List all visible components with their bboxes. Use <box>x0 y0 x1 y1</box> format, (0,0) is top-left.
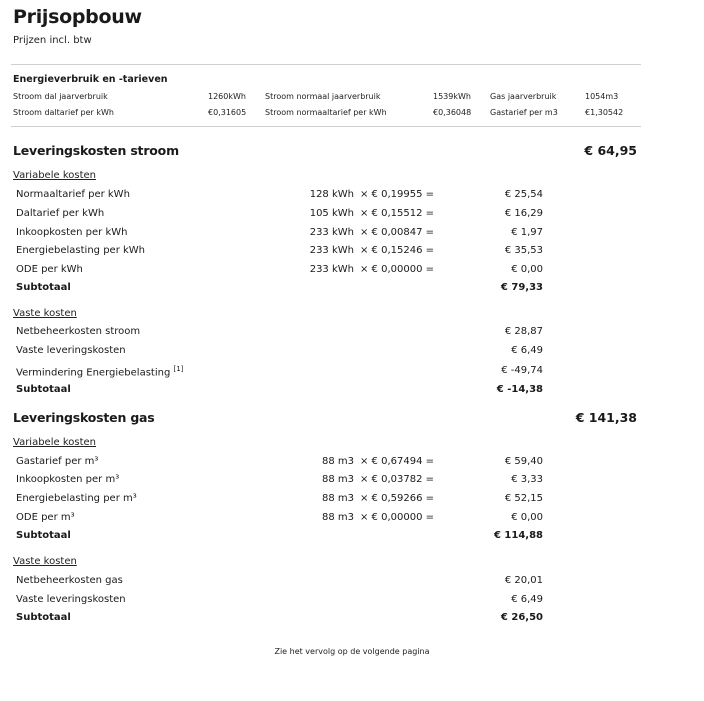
divider <box>11 64 641 65</box>
subtotal-label: Subtotaal <box>16 612 71 623</box>
cost-amount: € 16,29 <box>504 208 543 219</box>
usage-value: €0,31605 <box>208 108 247 117</box>
cost-label: Normaaltarief per kWh <box>16 189 130 200</box>
cost-label: Netbeheerkosten stroom <box>16 326 141 337</box>
gas-section-title: Leveringskosten gas <box>13 410 155 425</box>
cost-label: Vaste leveringskosten <box>16 594 126 605</box>
cost-label: Energiebelasting per m³ <box>16 493 137 504</box>
cost-amount: € 35,53 <box>504 245 543 256</box>
cost-amount: € 0,00 <box>511 264 543 275</box>
stroom-section-title: Leveringskosten stroom <box>13 143 179 158</box>
cost-label: ODE per kWh <box>16 264 83 275</box>
usage-value: 1260kWh <box>208 92 246 101</box>
cost-label: ODE per m³ <box>16 512 75 523</box>
cost-rate: × € 0,00847 = <box>360 227 435 238</box>
cost-label: Energiebelasting per kWh <box>16 245 146 256</box>
cost-quantity: 233 kWh <box>309 227 354 238</box>
cost-amount: € 6,49 <box>511 345 543 356</box>
cost-amount: € 0,00 <box>511 512 543 523</box>
page-title: Prijsopbouw <box>13 6 142 28</box>
stroom-fixed-heading: Vaste kosten <box>13 308 77 319</box>
usage-value: 1054m3 <box>585 92 619 101</box>
usage-label: Stroom daltarief per kWh <box>13 108 114 117</box>
gas-variable-heading: Variabele kosten <box>13 437 96 448</box>
subtotal-amount: € 79,33 <box>500 282 543 293</box>
cost-amount: € 6,49 <box>511 594 543 605</box>
cost-quantity: 128 kWh <box>309 189 354 200</box>
cost-amount: € 20,01 <box>504 575 543 586</box>
cost-amount: € 28,87 <box>504 326 543 337</box>
subtotal-amount: € 114,88 <box>493 530 543 541</box>
footnote-marker: [1] <box>173 365 184 373</box>
usage-label: Stroom dal jaarverbruik <box>13 92 108 101</box>
cost-quantity: 88 m3 <box>321 512 354 523</box>
stroom-section-total: € 64,95 <box>584 143 637 158</box>
usage-value: €0,36048 <box>433 108 472 117</box>
cost-rate: × € 0,19955 = <box>360 189 435 200</box>
cost-quantity: 88 m3 <box>321 456 354 467</box>
usage-heading: Energieverbruik en -tarieven <box>13 74 168 85</box>
cost-amount: € 25,54 <box>504 189 543 200</box>
cost-rate: × € 0,00000 = <box>360 512 435 523</box>
cost-amount: € 59,40 <box>504 456 543 467</box>
subtotal-amount: € 26,50 <box>500 612 543 623</box>
usage-label: Stroom normaal jaarverbruik <box>265 92 381 101</box>
usage-label: Gastarief per m3 <box>490 108 558 117</box>
gas-fixed-heading: Vaste kosten <box>13 556 77 567</box>
cost-quantity: 88 m3 <box>321 474 354 485</box>
cost-label: Gastarief per m³ <box>16 456 99 467</box>
cost-label: Vermindering Energiebelasting <box>16 367 171 379</box>
gas-section-total: € 141,38 <box>575 410 637 425</box>
subtotal-label: Subtotaal <box>16 384 71 395</box>
cost-label: Daltarief per kWh <box>16 208 105 219</box>
continuation-note: Zie het vervolg op de volgende pagina <box>274 647 430 656</box>
page-subtitle: Prijzen incl. btw <box>13 35 92 46</box>
cost-rate: × € 0,67494 = <box>360 456 435 467</box>
cost-rate: × € 0,15246 = <box>360 245 435 256</box>
cost-quantity: 105 kWh <box>309 208 354 219</box>
cost-rate: × € 0,03782 = <box>360 474 435 485</box>
cost-label-with-note <box>16 365 183 378</box>
cost-label: Inkoopkosten per m³ <box>16 474 120 485</box>
cost-quantity: 233 kWh <box>309 245 354 256</box>
cost-rate: × € 0,00000 = <box>360 264 435 275</box>
cost-label: Vaste leveringskosten <box>16 345 126 356</box>
cost-rate: × € 0,15512 = <box>360 208 435 219</box>
cost-amount: € 52,15 <box>504 493 543 504</box>
cost-amount: € 1,97 <box>511 227 543 238</box>
cost-amount: € 3,33 <box>511 474 543 485</box>
subtotal-label: Subtotaal <box>16 282 71 293</box>
usage-value: €1,30542 <box>585 108 624 117</box>
cost-label: Netbeheerkosten gas <box>16 575 123 586</box>
usage-label: Gas jaarverbruik <box>490 92 557 101</box>
cost-quantity: 88 m3 <box>321 493 354 504</box>
usage-value: 1539kWh <box>433 92 471 101</box>
stroom-variable-heading: Variabele kosten <box>13 170 96 181</box>
cost-rate: × € 0,59266 = <box>360 493 435 504</box>
cost-amount: € -49,74 <box>501 365 543 376</box>
usage-label: Stroom normaaltarief per kWh <box>265 108 387 117</box>
cost-quantity: 233 kWh <box>309 264 354 275</box>
subtotal-label: Subtotaal <box>16 530 71 541</box>
subtotal-amount: € -14,38 <box>496 384 543 395</box>
cost-label: Inkoopkosten per kWh <box>16 227 128 238</box>
divider <box>11 126 641 127</box>
